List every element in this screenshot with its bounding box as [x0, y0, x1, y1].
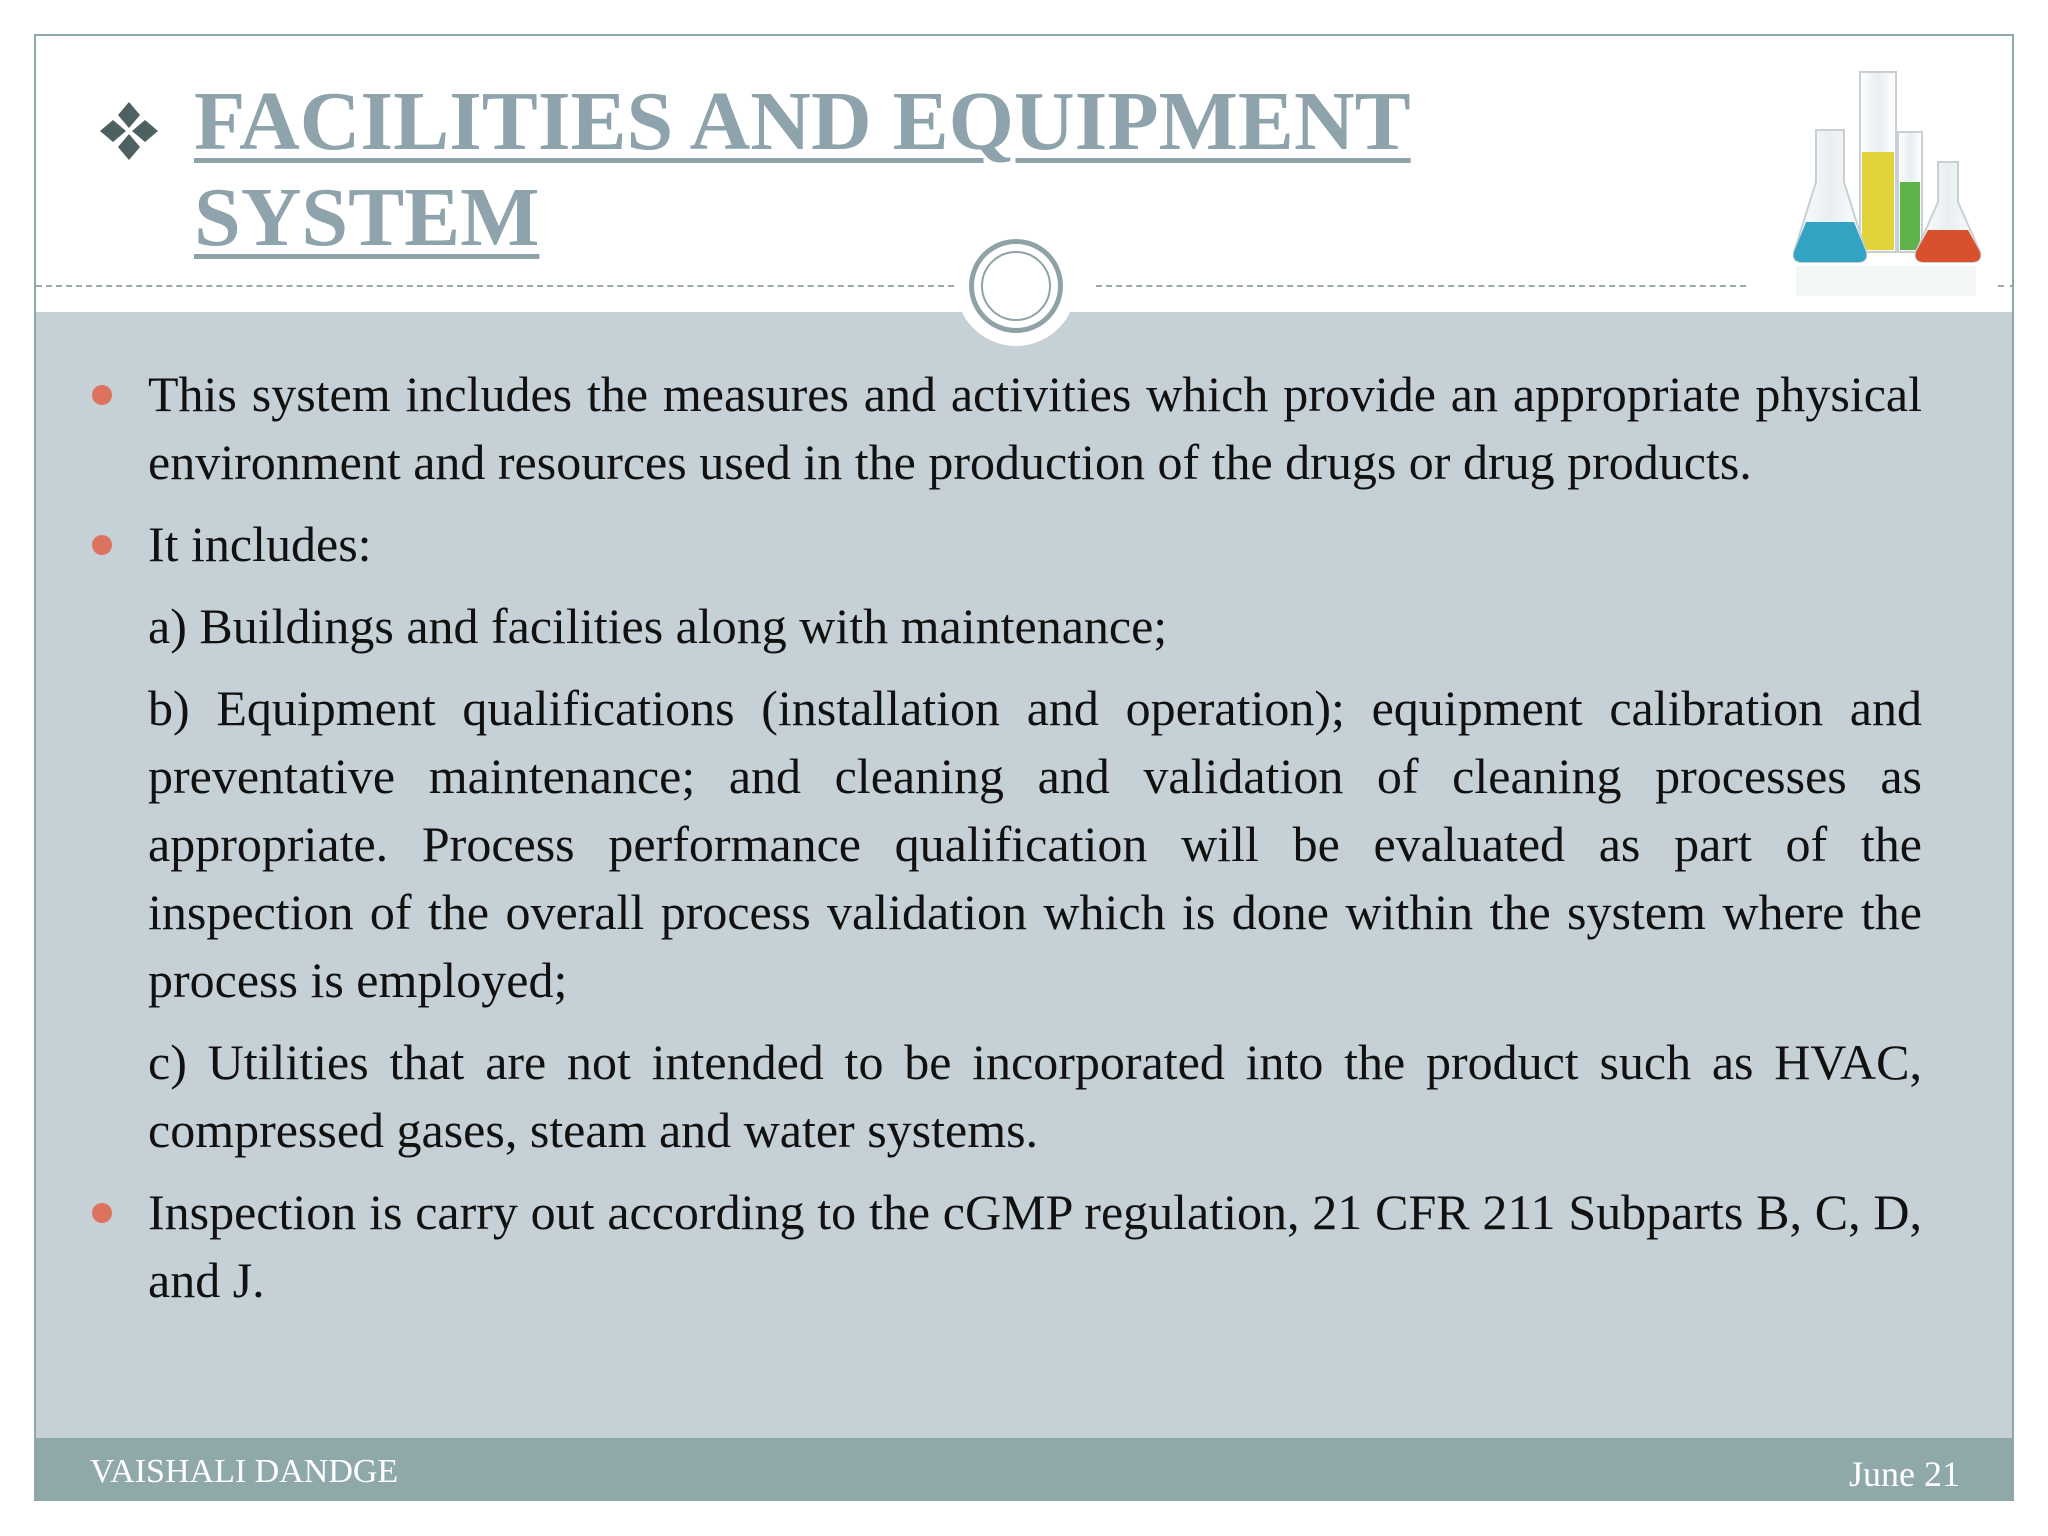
slide-footer — [36, 1438, 2012, 1501]
bullet-dot-icon — [92, 385, 112, 405]
header-divider-right — [1096, 285, 1746, 287]
sub-item-c: c) Utilities that are not intended to be incorporated into the product such as HVAC, compressed gases, steam and water systems. — [148, 1034, 1922, 1158]
laboratory-flasks-icon — [1766, 52, 1986, 304]
footer-date: June 21 — [1849, 1454, 1960, 1494]
bullet-dot-icon — [92, 535, 112, 555]
bullet-text-2: It includes: — [148, 516, 372, 572]
slide-title-line-2: SYSTEM — [194, 171, 540, 264]
four-diamond-bullet-icon — [96, 98, 162, 164]
slide-title-line-1: FACILITIES AND EQUIPMENT — [194, 75, 1411, 168]
header-divider-left — [36, 285, 954, 287]
bullet-item — [112, 510, 1922, 578]
bullet-text-3: Inspection is carry out according to the cGMP regulation, 21 CFR 211 Subparts B, C, D, and J. — [148, 1184, 1922, 1308]
slide-title — [194, 74, 1494, 266]
sub-item-b: b) Equipment qualifications (installation and operation); equipment calibration and preventative maintenance; and cleaning and validation of cleaning processes as appropriate. Process performance qualification will be evaluated as part of the inspection of the overall process validation which is done within the system where the process is employed; — [148, 680, 1922, 1008]
bullet-item — [112, 360, 1922, 496]
ring-divider-icon — [956, 226, 1076, 346]
header-divider-tail — [1998, 285, 2014, 287]
slide-content — [112, 360, 1922, 1328]
bullet-item — [112, 1178, 1922, 1314]
bullet-dot-icon — [92, 1203, 112, 1223]
bullet-text-1: This system includes the measures and activities which provide an appropriate physical environment and resources used in the production of the drugs or drug products. — [148, 366, 1922, 490]
footer-author: VAISHALI DANDGE — [90, 1453, 399, 1490]
sub-item-a: a) Buildings and facilities along with maintenance; — [148, 598, 1168, 654]
